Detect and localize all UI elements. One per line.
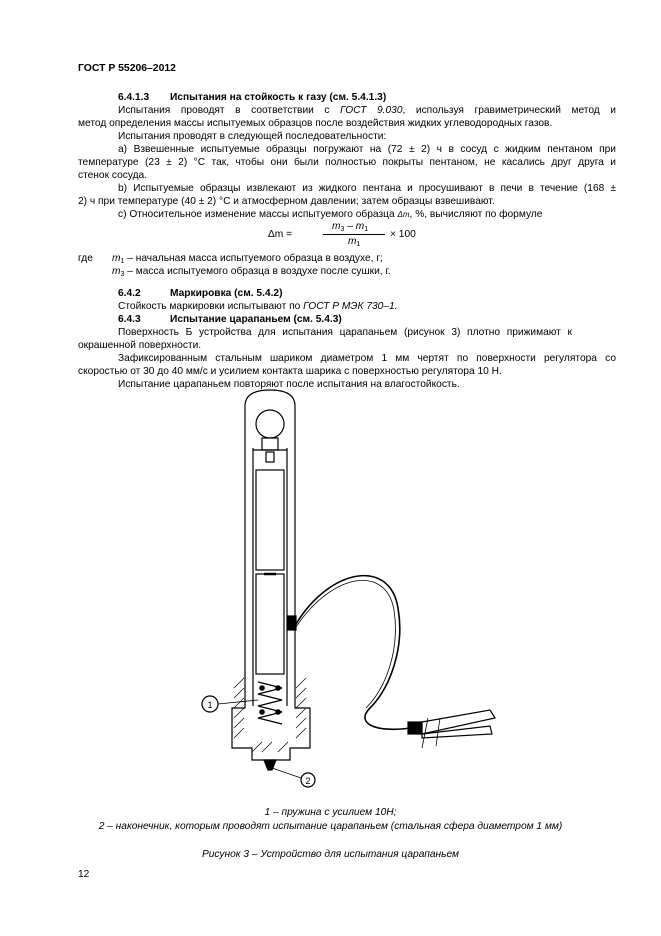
standard-reference: ГОСТ 9.030 xyxy=(340,105,403,116)
section-number: 6.4.3 xyxy=(118,314,141,325)
section-number: 6.4.1.3 xyxy=(118,92,150,103)
where-m3: $m_3$ – масса испытуемого образца в воздухе после сушки, г. xyxy=(112,266,391,278)
list-item-a: а) Взвешенные испытуемые образцы погружают на (72 ± 2) ч в сосуд с жидким пентаном при xyxy=(118,144,616,155)
battery-cell-upper xyxy=(256,470,284,570)
paragraph-line: окрашенной поверхности. xyxy=(78,340,202,351)
section-6413-heading xyxy=(118,91,616,104)
figure-legend-2: 2 – наконечник, которым проводят испытание царапаньем (стальная сфера диаметром 1 мм) xyxy=(98,821,563,832)
section-642-heading xyxy=(118,287,616,300)
formula-multiplier: × 100 xyxy=(390,229,416,240)
contact-pin xyxy=(266,452,274,462)
paragraph-line: скоростью от 30 до 40 мм/с и усилием контакта шарика с поверхностью регулятора 10 Н. xyxy=(78,366,502,377)
text: , %, вычисляют по формуле xyxy=(409,209,543,220)
where-m1: $m_1$ – начальная масса испытуемого образца в воздухе, г; xyxy=(112,253,383,265)
paragraph-line: Поверхность Б устройства для испытания царапаньем (рисунок 3) плотно прижимают к xyxy=(118,327,572,338)
paragraph-line: Испытание царапаньем повторяют после испытания на влагостойкость. xyxy=(118,379,460,390)
text: , используя гравиметрический метод и xyxy=(402,105,616,116)
lamp-socket xyxy=(262,438,278,450)
text: Испытания проводят в соответствии с xyxy=(118,105,341,116)
formula-lhs: Δm = xyxy=(268,229,293,240)
section-title: Испытание царапаньем (см. 5.4.3) xyxy=(170,314,342,325)
clip-handle xyxy=(408,722,422,734)
standard-reference: ГОСТ Р МЭК 730–1. xyxy=(303,301,398,312)
where-label: где xyxy=(78,253,93,264)
formula xyxy=(260,222,460,248)
inner-bore xyxy=(253,448,287,706)
list-item-a-cont: стенок сосуда. xyxy=(78,170,148,181)
text: Стойкость маркировки испытывают по xyxy=(118,301,304,312)
scratch-test-device-drawing xyxy=(190,388,510,788)
page-number: 12 xyxy=(78,869,90,880)
callout-2-label: 2 xyxy=(305,776,311,786)
cable-clamp xyxy=(288,616,296,630)
paragraph-line: метод определения массы испытуемых образцов после воздействия жидких углеводородных газов. xyxy=(78,118,553,129)
list-item-b: b) Испытуемые образцы извлекают из жидкого пентана и просушивают в печи в течение (168 ± xyxy=(118,183,616,194)
section-title: Маркировка (см. 5.4.2) xyxy=(170,288,283,299)
symbol: Δm xyxy=(397,210,410,219)
paragraph-line xyxy=(118,300,616,313)
figure-legend-1: 1 – пружина с усилием 10Н; xyxy=(264,807,397,818)
text: с) Относительное изменение массы испытуемого образца xyxy=(118,209,395,220)
paragraph-line: Испытания проводят в следующей последовательности: xyxy=(118,131,387,142)
formula-numerator: $m_3 - m_1$ xyxy=(332,221,369,233)
lamp-bulb xyxy=(256,410,284,438)
list-item-b-cont: 2) ч при температуре (40 ± 2) °С и атмосферном давлении; затем образцы взвешивают. xyxy=(78,196,495,207)
section-number: 6.4.2 xyxy=(118,288,141,299)
callout-1-label: 1 xyxy=(207,700,213,710)
figure-caption: Рисунок 3 – Устройство для испытания царапаньем xyxy=(201,849,460,860)
section-title: Испытания на стойкость к газу (см. 5.4.1.3) xyxy=(170,92,387,103)
section-643-heading xyxy=(118,313,616,326)
paragraph-line: Зафиксированным стальным шариком диаметром 1 мм чертят по поверхности регулятора со xyxy=(118,353,616,364)
battery-cell-lower xyxy=(256,574,284,674)
document-header: ГОСТ Р 55206–2012 xyxy=(78,63,176,74)
list-item-a-cont: температуре (23 ± 2) °С так, чтобы они были полностью покрыты пентаном, не касались друг друга и xyxy=(78,157,616,168)
formula-denominator: $m_1$ xyxy=(348,236,361,248)
clip-jaw-upper xyxy=(422,710,495,734)
paragraph-line xyxy=(118,104,616,117)
